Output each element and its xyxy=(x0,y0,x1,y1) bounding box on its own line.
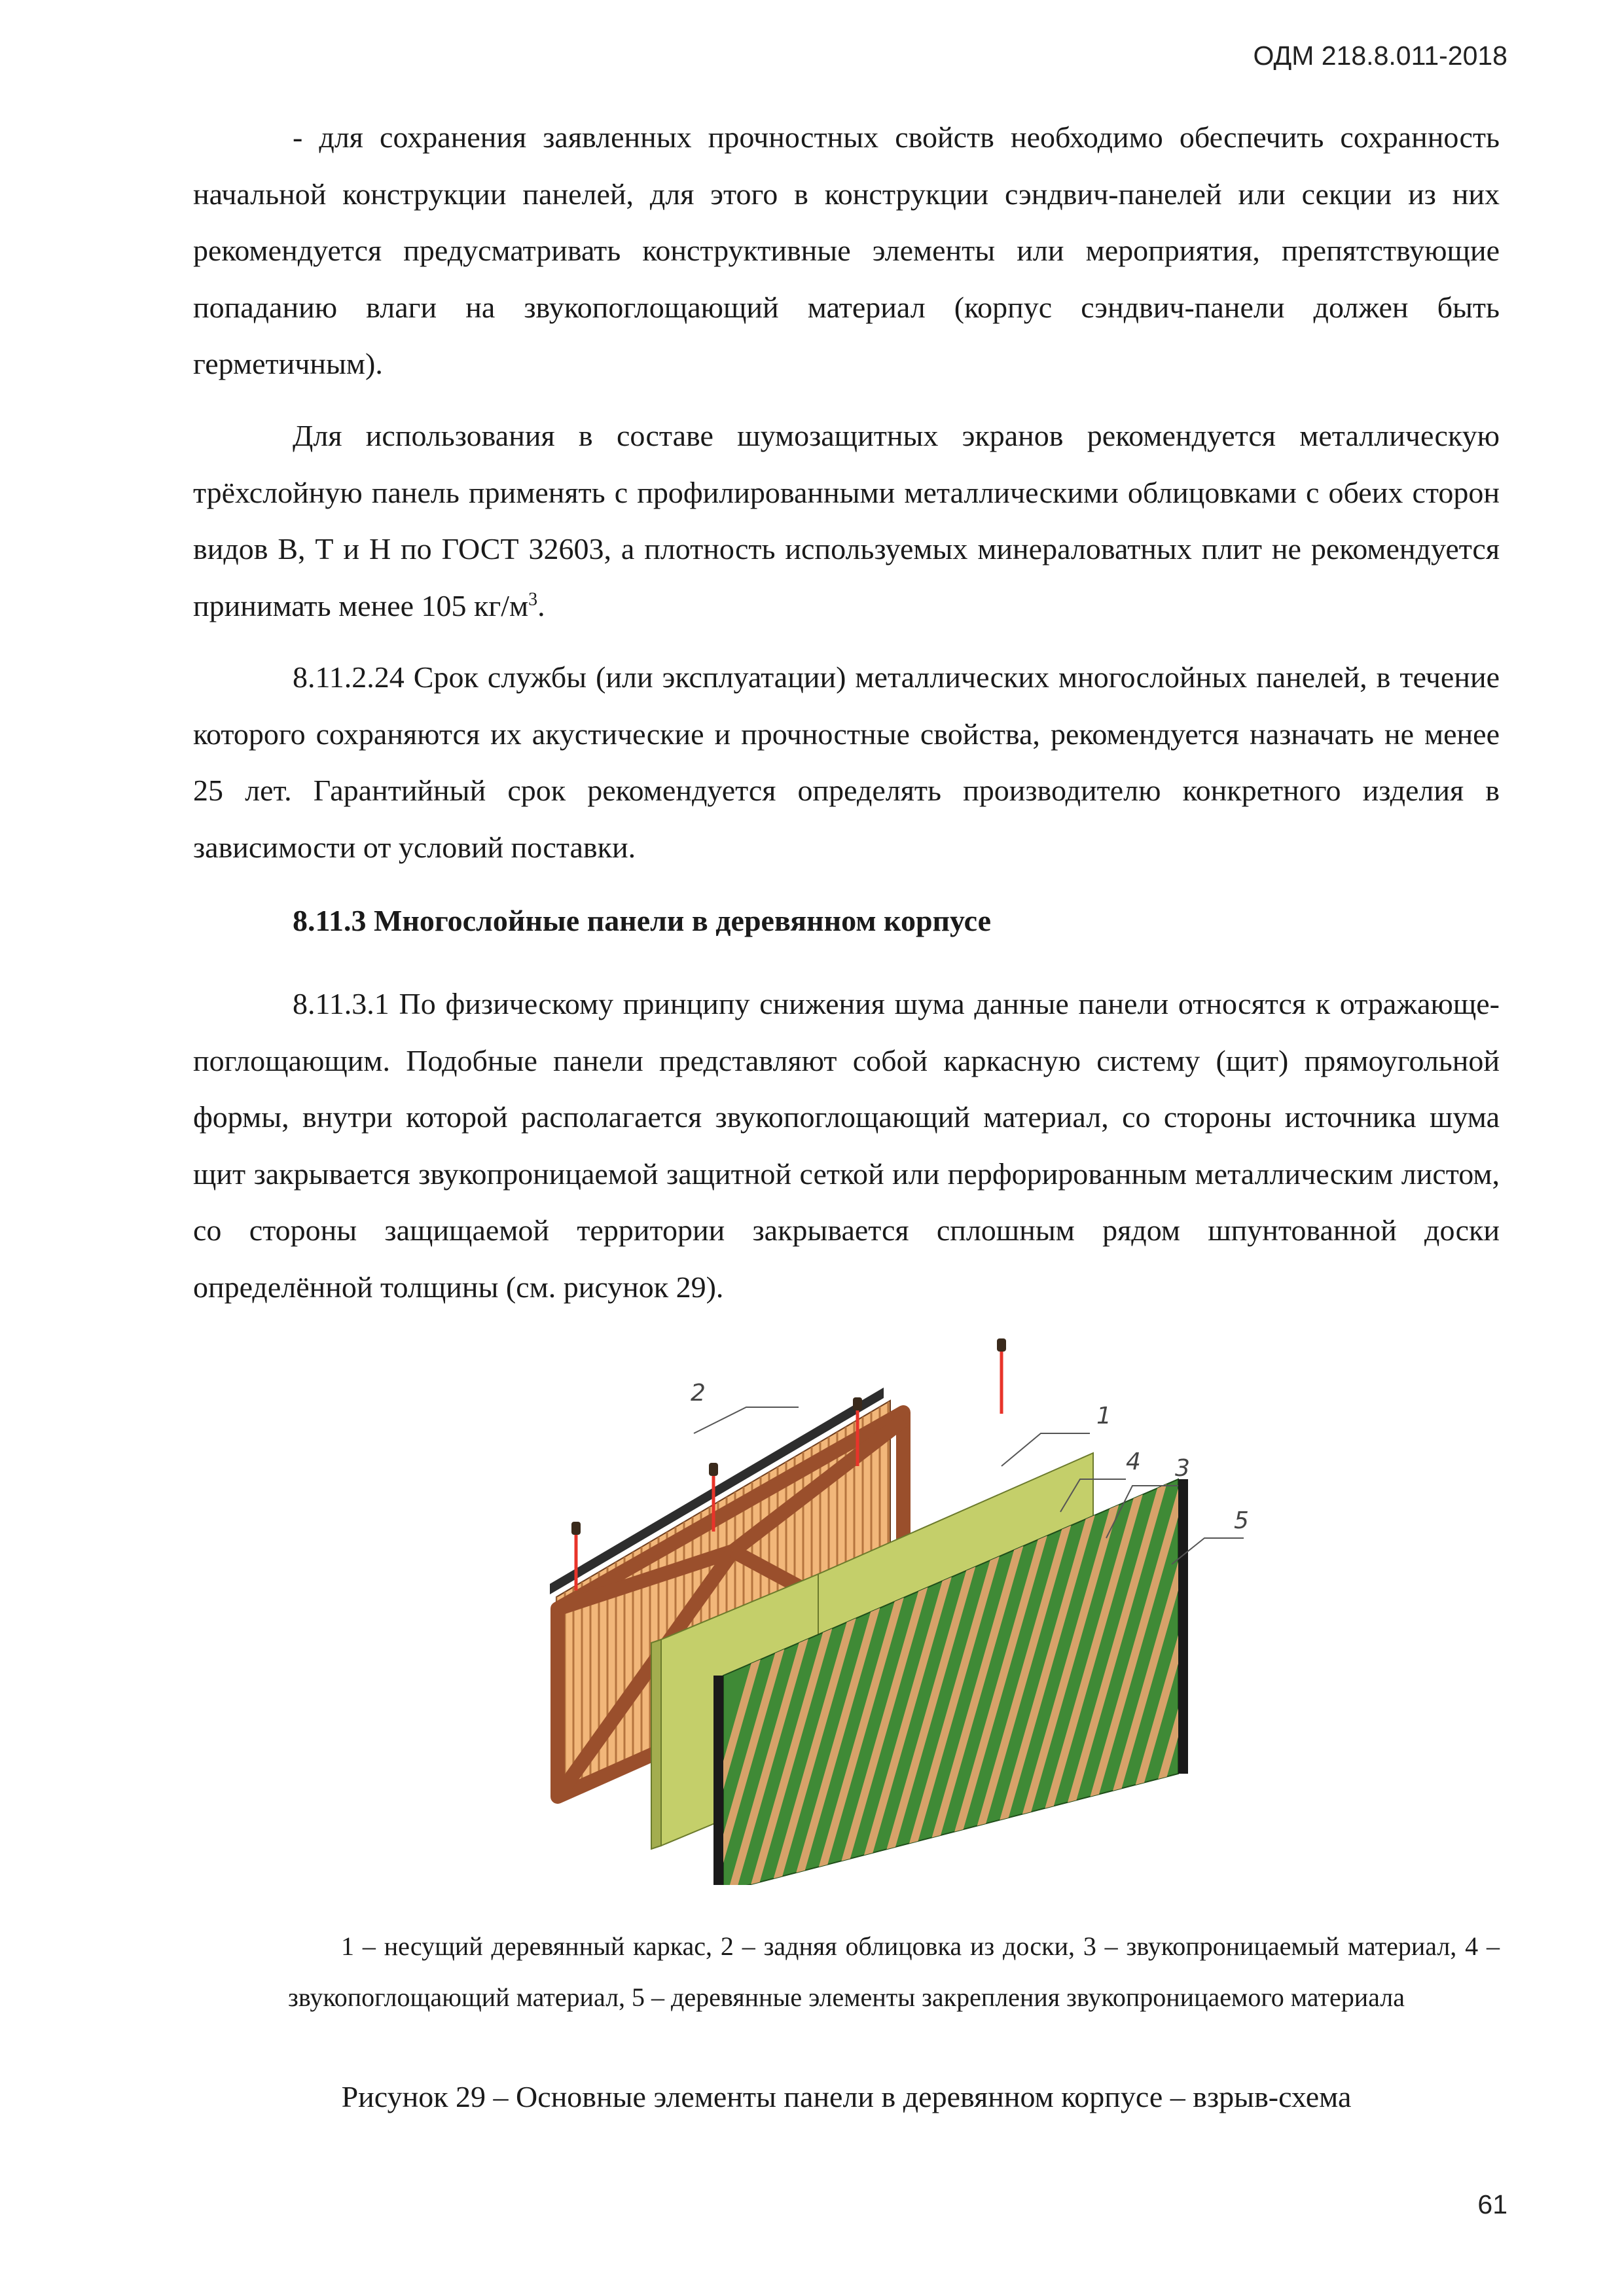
figure-caption: Рисунок 29 – Основные элементы панели в деревянном корпусе – взрыв-схема xyxy=(341,2080,1352,2113)
callout-label-3: 3 xyxy=(1175,1455,1190,1482)
wooden-slat xyxy=(1267,1466,1290,1885)
paragraph-service-life: 8.11.2.24 Срок службы (или эксплуатации) металлических многослойных панелей, в течение которого сохраняются их акустические и прочностные свойства, рекомендуется назначать не менее 25 лет. Гарантийный срок рекомендуется определять производителю конкретного изделия в зависимости от условий поставки. xyxy=(193,660,1500,864)
callout-label-5: 5 xyxy=(1234,1507,1249,1534)
wooden-slat xyxy=(1246,1466,1290,1885)
exploded-panel-diagram xyxy=(517,1335,1290,1885)
paragraph-wooden-panels: 8.11.3.1 По физическому принципу снижения шума данные панели относятся к отражающе-поглощающим. Подобные панели представляют собой каркасную систему (щит) прямоугольной формы, внутри которой располагается звукопоглощающий материал, со стороны источника шума щит закрывается звукопроницаемой защитной сеткой или перфорированным металлическим листом, со стороны защищаемой территории закрывается сплошным рядом шпунтованной доски определённой толщины (см. рисунок 29). xyxy=(193,987,1500,1304)
section-heading: 8.11.3 Многослойные панели в деревянном корпусе xyxy=(293,904,992,937)
paragraph-metal-panel-text: Для использования в составе шумозащитных экранов рекомендуется металлическую трёхслойную панель применять с профилированными металлическими облицовками с обеих сторон видов В, Т и Н по ГОСТ 32603, а плотность используемых минераловатных плит не рекомендуется принимать менее 105 кг/м xyxy=(193,419,1500,622)
figure-legend: 1 – несущий деревянный каркас, 2 – задняя облицовка из доски, 3 – звукопроницаемый материал, 4 – звукопоглощающий материал, 5 – деревянные элементы закрепления звукопроницаемого материала xyxy=(288,1931,1500,2012)
paragraph-metal-panel xyxy=(193,408,1500,634)
paragraph-metal-panel-end: . xyxy=(537,588,545,622)
callout-label-4: 4 xyxy=(1126,1448,1141,1475)
page-number: 61 xyxy=(1477,2189,1507,2219)
paragraph-moisture-protection: - для сохранения заявленных прочностных свойств необходимо обеспечить сохранность начальной конструкции панелей, для этого в конструкции сэндвич-панелей или секции из них рекомендуется предусматривать конструктивные элементы или мероприятия, препятствующие попаданию влаги на звукопоглощающий материал (корпус сэндвич-панели должен быть герметичным). xyxy=(193,120,1500,380)
superscript-cubic: 3 xyxy=(528,589,538,610)
callout-label-2: 2 xyxy=(691,1380,706,1407)
callout-label-1: 1 xyxy=(1096,1403,1111,1429)
wooden-slat xyxy=(1288,1466,1290,1885)
document-code: ОДМ 218.8.011-2018 xyxy=(1253,41,1507,71)
figure-exploded-panel xyxy=(517,1335,1290,1885)
